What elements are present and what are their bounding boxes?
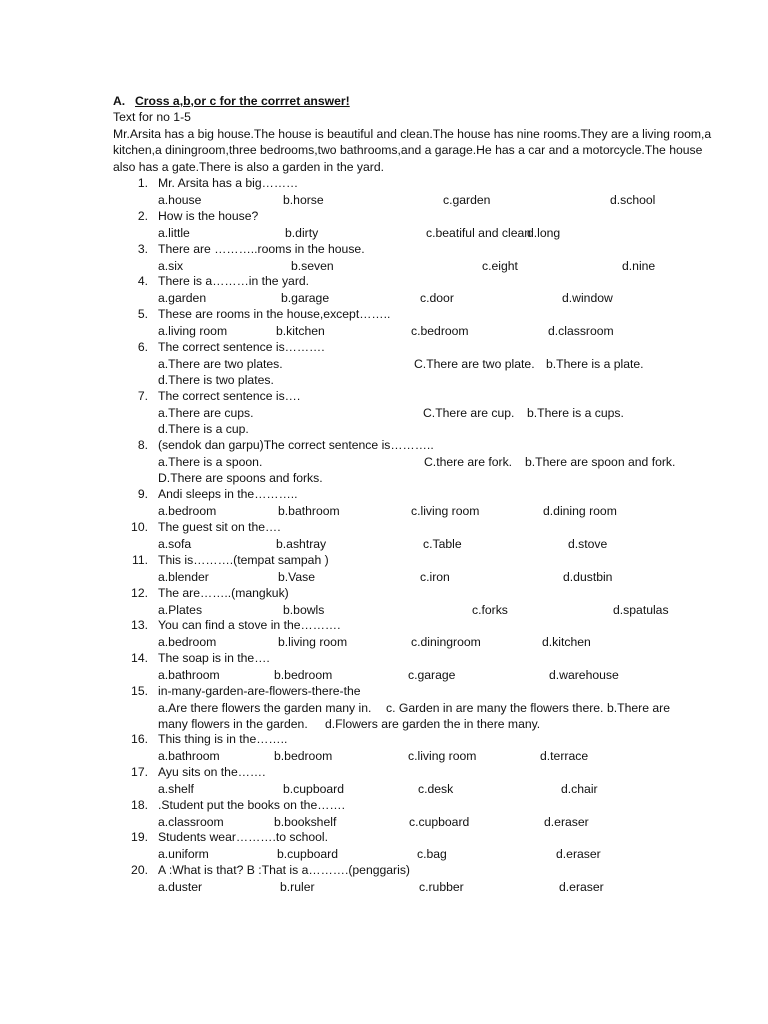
answer-option[interactable]: c.living room [411, 503, 480, 518]
question-text: The correct sentence is………. [158, 340, 325, 354]
answer-option[interactable]: b.garage [281, 290, 330, 305]
question-text: A :What is that? B :That is a……….(penggaris) [158, 863, 410, 877]
answer-option[interactable]: a.classroom [158, 814, 224, 829]
answer-option[interactable]: a.garden [158, 290, 207, 305]
answer-option[interactable]: b.horse [283, 192, 324, 207]
question-text: The correct sentence is…. [158, 389, 301, 403]
question-number: 3. [137, 242, 148, 256]
answer-option[interactable]: d.long [527, 225, 561, 240]
answer-option[interactable]: b.ruler [280, 879, 315, 894]
answer-option[interactable]: a.bedroom [158, 634, 217, 649]
answer-option[interactable]: c.living room [408, 748, 477, 763]
question-number: 1. [137, 176, 148, 190]
answer-option[interactable]: a.sofa [158, 536, 192, 551]
question-text: Ayu sits on the……. [158, 765, 266, 779]
question-number: 16. [131, 732, 148, 746]
question-text: The guest sit on the…. [158, 520, 281, 534]
answer-option[interactable]: d.dining room [543, 503, 617, 518]
question-text: in-many-garden-are-flowers-there-the [158, 684, 361, 698]
answer-option[interactable]: many flowers in the garden. [158, 717, 308, 731]
answer-option[interactable]: b.bathroom [278, 503, 340, 518]
answer-option[interactable]: c.eight [482, 258, 518, 273]
answer-option[interactable]: b.There is a cups. [527, 405, 624, 420]
answer-option[interactable]: a.bedroom [158, 503, 217, 518]
question-number: 15. [131, 684, 148, 698]
question-number: 2. [137, 209, 148, 223]
answer-option[interactable]: c.forks [472, 602, 508, 617]
answer-option[interactable]: c. Garden in are many the flowers there. [386, 700, 604, 715]
answer-option[interactable]: c.iron [420, 569, 450, 584]
answer-option[interactable]: d.nine [622, 258, 656, 273]
question-number: 6. [137, 340, 148, 354]
answer-option[interactable]: c.beatiful and clean [426, 225, 532, 240]
question-number: 7. [137, 389, 148, 403]
question-text: There is a………in the yard. [158, 274, 310, 288]
question-text: There are ………..rooms in the house. [158, 242, 365, 256]
answer-option[interactable]: d.eraser [556, 846, 601, 861]
answer-option[interactable]: a.shelf [158, 781, 194, 796]
question-text: How is the house? [158, 209, 259, 223]
answer-option[interactable]: c.desk [418, 781, 454, 796]
question-text: .Student put the books on the……. [158, 798, 345, 812]
answer-option[interactable]: b.bowls [283, 602, 325, 617]
answer-option[interactable]: C.There are cup. [423, 405, 515, 420]
answer-option[interactable]: b.bedroom [274, 667, 333, 682]
text-reference: Text for no 1-5 [113, 110, 191, 124]
answer-option[interactable]: d.There is a cup. [158, 422, 249, 436]
question-text: This thing is in the…….. [158, 732, 288, 746]
question-number: 18. [131, 798, 148, 812]
question-text: You can find a stove in the………. [158, 618, 341, 632]
answer-option[interactable]: b.ashtray [276, 536, 327, 551]
answer-option[interactable]: b.There are [607, 700, 671, 715]
answer-option[interactable]: c.cupboard [409, 814, 470, 829]
answer-option[interactable]: c.door [420, 290, 454, 305]
answer-option[interactable]: b.cupboard [283, 781, 344, 796]
question-number: 14. [131, 651, 148, 665]
question-text: (sendok dan garpu)The correct sentence is……….. [158, 438, 434, 452]
section-heading [113, 93, 350, 109]
answer-option[interactable]: a.There is a spoon. [158, 454, 263, 469]
answer-option[interactable]: c.garage [408, 667, 456, 682]
answer-option[interactable]: b.bedroom [274, 748, 333, 763]
answer-option[interactable]: D.There are spoons and forks. [158, 471, 323, 485]
passage-line: Mr.Arsita has a big house.The house is beautiful and clean.The house has nine rooms.They are a living room,a [113, 127, 712, 141]
question-number: 8. [137, 438, 148, 452]
answer-option[interactable]: d.warehouse [549, 667, 619, 682]
answer-option[interactable]: d.stove [568, 536, 608, 551]
question-number: 11. [131, 553, 148, 567]
answer-option[interactable]: c.garden [443, 192, 491, 207]
answer-option[interactable]: b.kitchen [276, 323, 325, 338]
answer-option[interactable]: d.classroom [548, 323, 614, 338]
answer-option[interactable]: C.there are fork. [424, 454, 513, 469]
answer-option[interactable]: a.six [158, 258, 184, 273]
answer-option[interactable]: d.dustbin [563, 569, 613, 584]
question-number: 4. [137, 274, 148, 288]
question-number: 13. [131, 618, 148, 632]
question-number: 9. [137, 487, 148, 501]
question-number: 12. [131, 586, 148, 600]
answer-option[interactable]: d.terrace [540, 748, 589, 763]
answer-option[interactable]: d.school [610, 192, 656, 207]
answer-option[interactable]: c.bedroom [411, 323, 469, 338]
question-number: 5. [137, 307, 148, 321]
answer-option[interactable]: c.Table [423, 536, 462, 551]
answer-option[interactable]: a.uniform [158, 846, 209, 861]
question-text: This is……….(tempat sampah ) [158, 553, 329, 567]
answer-option[interactable]: d.chair [561, 781, 598, 796]
answer-option[interactable]: a.blender [158, 569, 209, 584]
answer-option[interactable]: b.cupboard [277, 846, 338, 861]
answer-option[interactable]: a.bathroom [158, 748, 220, 763]
answer-option[interactable]: a.duster [158, 879, 203, 894]
answer-option[interactable]: c.bag [417, 846, 447, 861]
answer-option[interactable]: a.living room [158, 323, 228, 338]
answer-option[interactable]: b.living room [278, 634, 348, 649]
question-number: 20. [131, 863, 148, 877]
answer-option[interactable]: a.Are there flowers the garden many in. [158, 700, 372, 715]
answer-option[interactable]: a.bathroom [158, 667, 220, 682]
answer-option[interactable]: b.Vase [278, 569, 316, 584]
answer-option[interactable]: d.kitchen [542, 634, 591, 649]
answer-option[interactable]: b.There are spoon and fork. [525, 454, 676, 469]
passage-line: also has a gate.There is also a garden in the yard. [113, 160, 384, 174]
passage-line: kitchen,a diningroom,three bedrooms,two bathrooms,and a garage.He has a car and a motorcycle.The house [113, 143, 703, 157]
question-text: The are……..(mangkuk) [158, 586, 289, 600]
answer-option[interactable]: C.There are two plate. [414, 356, 535, 371]
question-text: The soap is in the…. [158, 651, 270, 665]
answer-option[interactable]: b.seven [291, 258, 334, 273]
question-number: 10. [131, 520, 148, 534]
question-number: 17. [131, 765, 148, 779]
answer-option[interactable]: d.spatulas [613, 602, 669, 617]
answer-option[interactable]: a.house [158, 192, 202, 207]
answer-option[interactable]: a.little [158, 225, 190, 240]
answer-option[interactable]: a.Plates [158, 602, 203, 617]
answer-option[interactable]: a.There are cups. [158, 405, 254, 420]
answer-option[interactable]: d.eraser [544, 814, 589, 829]
answer-option[interactable]: c.rubber [419, 879, 464, 894]
section-instruction: Cross a,b,or c for the corrret answer! [135, 94, 350, 108]
question-text: Students wear……….to school. [158, 830, 329, 844]
answer-option[interactable]: c.diningroom [411, 634, 481, 649]
answer-option[interactable]: b.bookshelf [274, 814, 337, 829]
answer-option[interactable]: d.window [562, 290, 613, 305]
section-label: A. [113, 94, 126, 108]
answer-option[interactable]: b.There is a plate. [546, 356, 644, 371]
answer-option[interactable]: a.There are two plates. [158, 356, 283, 371]
answer-option[interactable]: d.There is two plates. [158, 373, 274, 387]
answer-option[interactable]: d.Flowers are garden the in there many. [325, 717, 541, 731]
question-text: Mr. Arsita has a big……… [158, 176, 299, 190]
answer-option[interactable]: b.dirty [285, 225, 319, 240]
answer-option[interactable]: d.eraser [559, 879, 604, 894]
question-text: These are rooms in the house,except…….. [158, 307, 391, 321]
question-text: Andi sleeps in the……….. [158, 487, 298, 501]
question-number: 19. [131, 830, 148, 844]
